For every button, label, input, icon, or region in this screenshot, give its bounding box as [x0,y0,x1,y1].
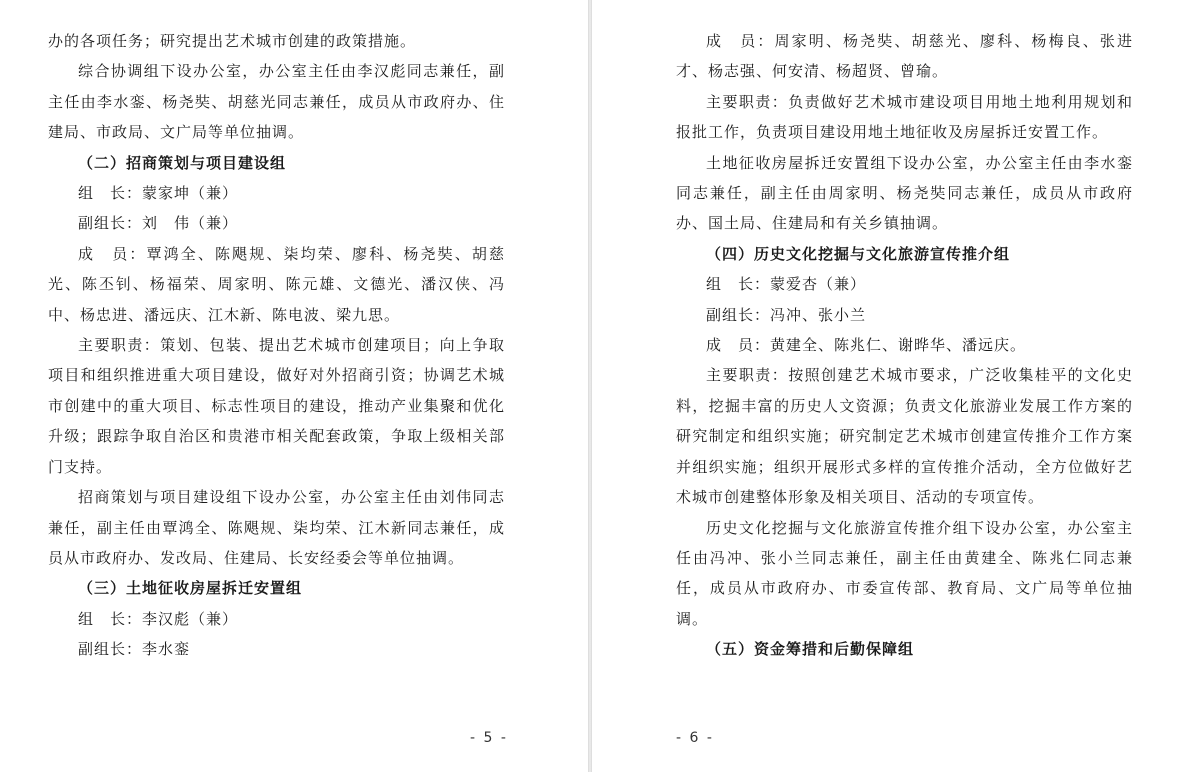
page-6-body [676,26,1133,665]
section-heading: （四）历史文化挖掘与文化旅游宣传推介组 [706,244,1011,263]
section-heading: （二）招商策划与项目建设组 [78,153,287,172]
page-number: - 5 - [470,730,508,746]
document-page-5 [0,0,588,772]
member-line: 组 长：李汉彪（兼） [78,609,239,628]
member-line: 成 员：黄建全、陈兆仁、谢晔华、潘远庆。 [706,336,1027,355]
page-number: - 6 - [676,730,714,746]
member-line: 副组长：冯冲、张小兰 [706,305,867,324]
paragraph: 历史文化挖掘与文化旅游宣传推介组下设办公室，办公室主任由冯冲、张小兰同志兼任，副主任由黄建全、陈兆仁同志兼任，成员从市政府办、市委宣传部、教育局、文广局等单位抽调。 [676,518,1133,628]
member-line: 副组长：李水銮 [78,640,191,659]
paragraph: 综合协调组下设办公室，办公室主任由李汉彪同志兼任，副主任由李水銮、杨尧奘、胡慈光同志兼任，成员从市政府办、住建局、市政局、文广局等单位抽调。 [48,62,505,142]
member-line: 组 长：蒙爱杏（兼） [706,275,867,294]
section-heading: （五）资金筹措和后勤保障组 [706,640,915,659]
paragraph: 主要职责：负责做好艺术城市建设项目用地土地利用规划和报批工作，负责项目建设用地土地征收及房屋拆迁安置工作。 [676,92,1133,142]
document-page-6 [592,0,1180,772]
member-line: 组 长：蒙家坤（兼） [78,184,239,203]
paragraph: 办的各项任务；研究提出艺术城市创建的政策措施。 [48,32,417,50]
paragraph: 主要职责：策划、包装、提出艺术城市创建项目；向上争取项目和组织推进重大项目建设，做好对外招商引资；协调艺术城市创建中的重大项目、标志性项目的建设，推动产业集聚和优化升级；跟踪争取自治区和贵港市相关配套政策，争取上级相关部门支持。 [48,336,505,476]
paragraph: 招商策划与项目建设组下设办公室，办公室主任由刘伟同志兼任，副主任由覃鸿全、陈飓规、柒均荣、江木新同志兼任，成员从市政府办、发改局、住建局、长安经委会等单位抽调。 [48,488,505,567]
section-heading: （三）土地征收房屋拆迁安置组 [78,579,303,598]
paragraph: 成 员：覃鸿全、陈飓规、柒均荣、廖科、杨尧奘、胡慈光、陈丕钊、杨福荣、周家明、陈元雄、文德光、潘汉侠、冯中、杨忠进、潘远庆、江木新、陈电波、梁九思。 [48,244,505,324]
paragraph: 土地征收房屋拆迁安置组下设办公室，办公室主任由李水銮同志兼任，副主任由周家明、杨尧奘同志兼任，成员从市政府办、国土局、住建局和有关乡镇抽调。 [676,153,1133,233]
paragraph: 成 员：周家明、杨尧奘、胡慈光、廖科、杨梅良、张进才、杨志强、何安清、杨超贤、曾瑜。 [676,32,1133,81]
page-5-body [48,26,505,665]
member-line: 副组长：刘 伟（兼） [78,214,239,233]
paragraph: 主要职责：按照创建艺术城市要求，广泛收集桂平的文化史料，挖掘丰富的历史人文资源；负责文化旅游业发展工作方案的研究制定和组织实施；研究制定艺术城市创建宣传推介工作方案并组织实施；组织开展形式多样的宣传推介活动，全方位做好艺术城市创建整体形象及相关项目、活动的专项宣传。 [676,366,1133,507]
